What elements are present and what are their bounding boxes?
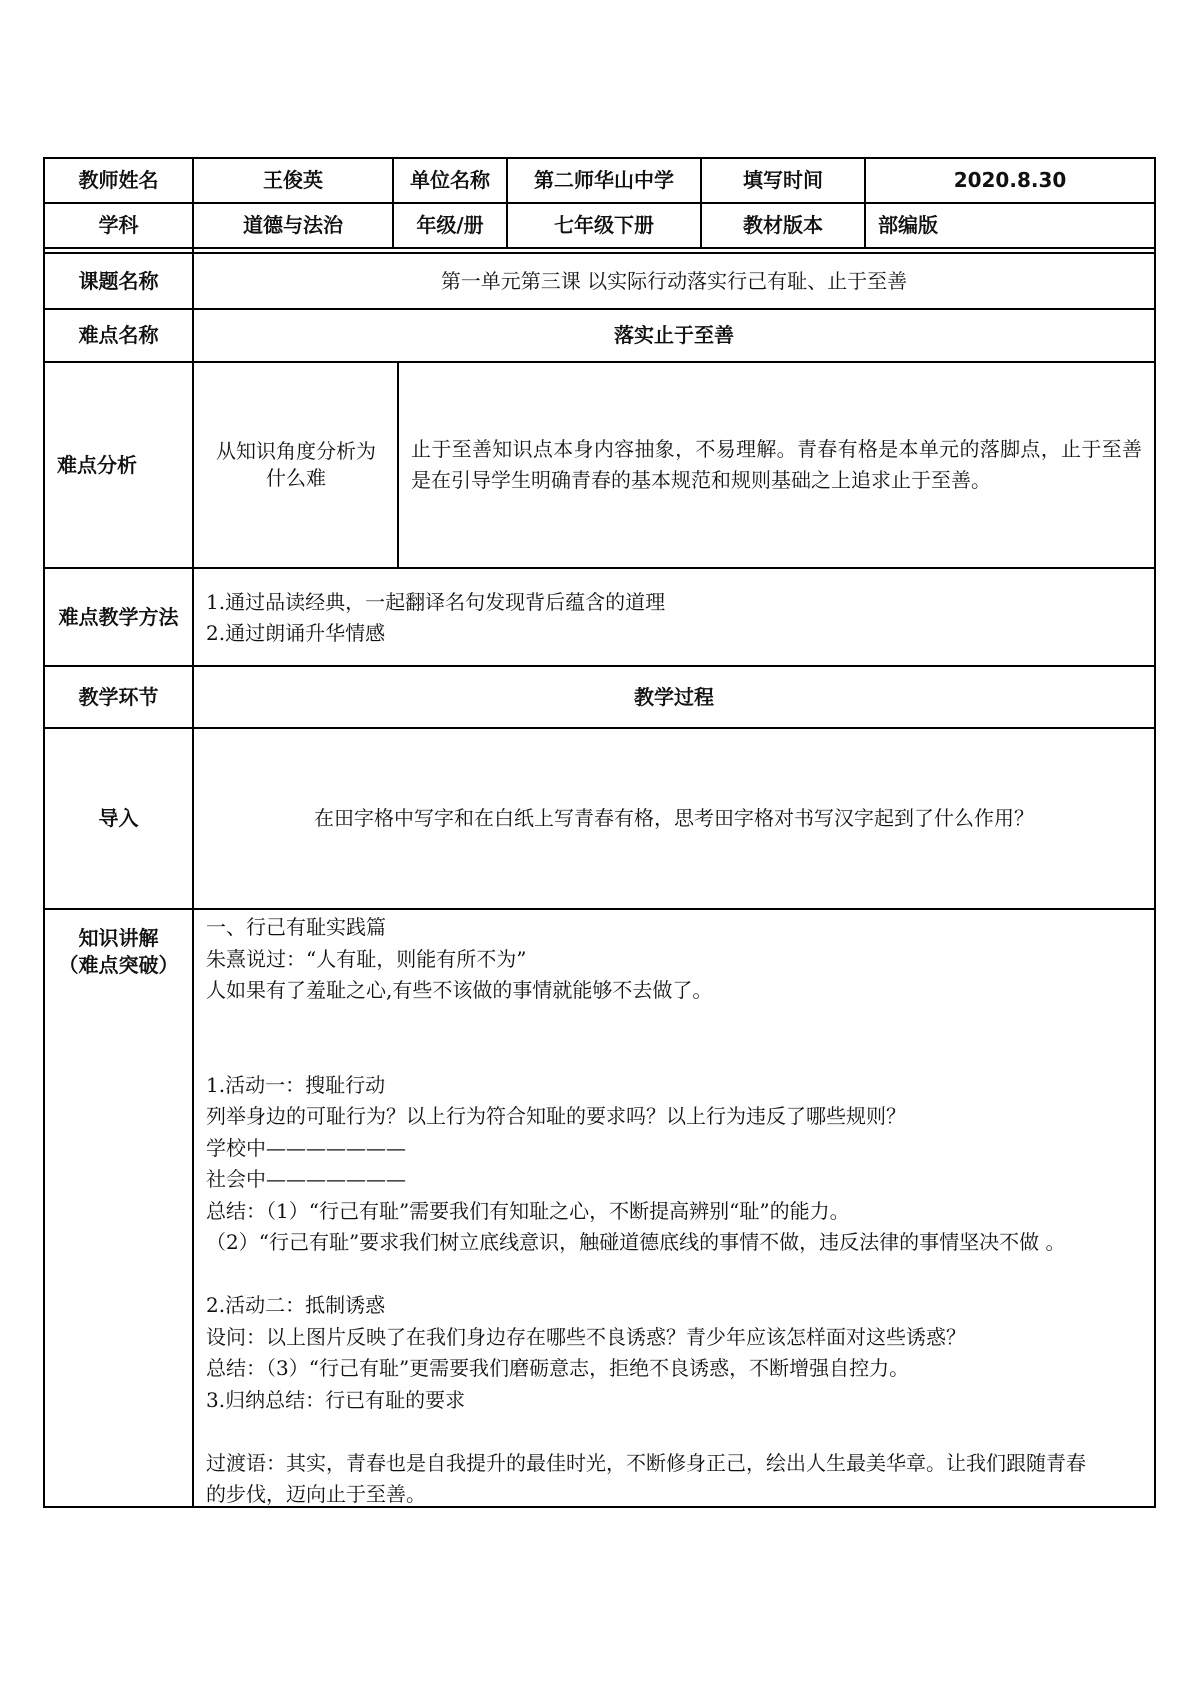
knowledge-label — [45, 912, 192, 992]
knowledge-label-line: 知识讲解 — [78, 926, 159, 950]
topic-label: 课题名称 — [78, 268, 159, 293]
subject-label: 学科 — [98, 213, 139, 237]
subject-value: 道德与法治 — [243, 213, 343, 237]
teacher-label: 教师姓名 — [78, 168, 159, 192]
rule — [43, 908, 1156, 910]
knowledge-line: 设问：以上图片反映了在我们身边存在哪些不良诱惑？青少年应该怎样面对这些诱惑？ — [206, 1324, 966, 1349]
intro-label: 导入 — [98, 806, 139, 830]
rule — [1154, 157, 1156, 1508]
rule — [43, 247, 1156, 249]
process-step-label: 教学环节 — [78, 684, 159, 709]
knowledge-line: 社会中——————— — [206, 1167, 406, 1191]
knowledge-line: 总结：（1）“行己有耻”需要我们有知耻之心，不断提高辨别“耻”的能力。 — [206, 1198, 850, 1223]
knowledge-line: 朱熹说过：“人有耻，则能有所不为” — [206, 946, 527, 971]
knowledge-label-line: （难点突破） — [58, 953, 179, 977]
analysis-label: 难点分析 — [57, 452, 137, 477]
knowledge-line: 1.活动一：搜耻行动 — [206, 1072, 386, 1097]
edition-value: 部编版 — [878, 213, 938, 237]
knowledge-line: 3.归纳总结：行已有耻的要求 — [206, 1387, 466, 1412]
knowledge-line: 过渡语：其实，青春也是自我提升的最佳时光，不断修身正己，绘出人生最美华章。让我们跟随青春 — [206, 1450, 1086, 1475]
knowledge-line: 2.活动二：抵制诱惑 — [206, 1293, 386, 1317]
knowledge-line — [206, 1007, 1144, 1039]
teacher-name: 王俊英 — [263, 168, 323, 192]
method-item: 1.通过品读经典，一起翻译名句发现背后蕴含的道理 — [206, 590, 666, 614]
knowledge-line: 的步伐，迈向止于至善。 — [206, 1482, 426, 1506]
topic-value: 第一单元第三课 以实际行动落实行己有耻、止于至善 — [440, 268, 908, 293]
grade-label: 年级/册 — [416, 213, 484, 237]
difficulty-label: 难点名称 — [78, 323, 159, 347]
knowledge-line: 列举身边的可耻行为？以上行为符合知耻的要求吗？以上行为违反了哪些规则？ — [206, 1104, 906, 1128]
knowledge-content — [194, 912, 1154, 1506]
knowledge-line — [206, 1038, 1144, 1070]
intro-text: 在田字格中写字和在白纸上写青春有格，思考田字格对书写汉字起到了什么作用？ — [314, 806, 1034, 830]
grade-value: 七年级下册 — [554, 213, 654, 237]
unit-label: 单位名称 — [410, 168, 490, 192]
date-value: 2020.8.30 — [953, 168, 1067, 192]
method-label: 难点教学方法 — [58, 604, 179, 629]
knowledge-line: 人如果有了羞耻之心,有些不该做的事情就能够不去做了。 — [206, 978, 713, 1002]
knowledge-line: 学校中——————— — [206, 1135, 406, 1160]
difficulty-value: 落实止于至善 — [614, 323, 734, 347]
date-label: 填写时间 — [743, 168, 823, 192]
method-item: 2.通过朗诵升华情感 — [206, 621, 386, 645]
knowledge-line — [206, 1259, 1144, 1291]
knowledge-line — [206, 1416, 1144, 1448]
method-list — [194, 569, 1154, 665]
analysis-sub-label: 从知识角度分析为什么难 — [216, 439, 376, 490]
process-title: 教学过程 — [634, 684, 714, 709]
unit-name: 第二师华山中学 — [534, 168, 674, 192]
knowledge-line: 一、行己有耻实践篇 — [206, 915, 386, 939]
knowledge-line: （2）“行己有耻”要求我们树立底线意识，触碰道德底线的事情不做，违反法律的事情坚决不做 。 — [206, 1230, 1066, 1254]
edition-label: 教材版本 — [743, 213, 823, 237]
knowledge-line: 总结：（3）“行己有耻”更需要我们磨砺意志，拒绝不良诱惑，不断增强自控力。 — [206, 1356, 910, 1380]
analysis-text: 止于至善知识点本身内容抽象，不易理解。青春有格是本单元的落脚点，止于至善是在引导学生明确青春的基本规范和规则基础之上追求止于至善。 — [411, 437, 1142, 492]
